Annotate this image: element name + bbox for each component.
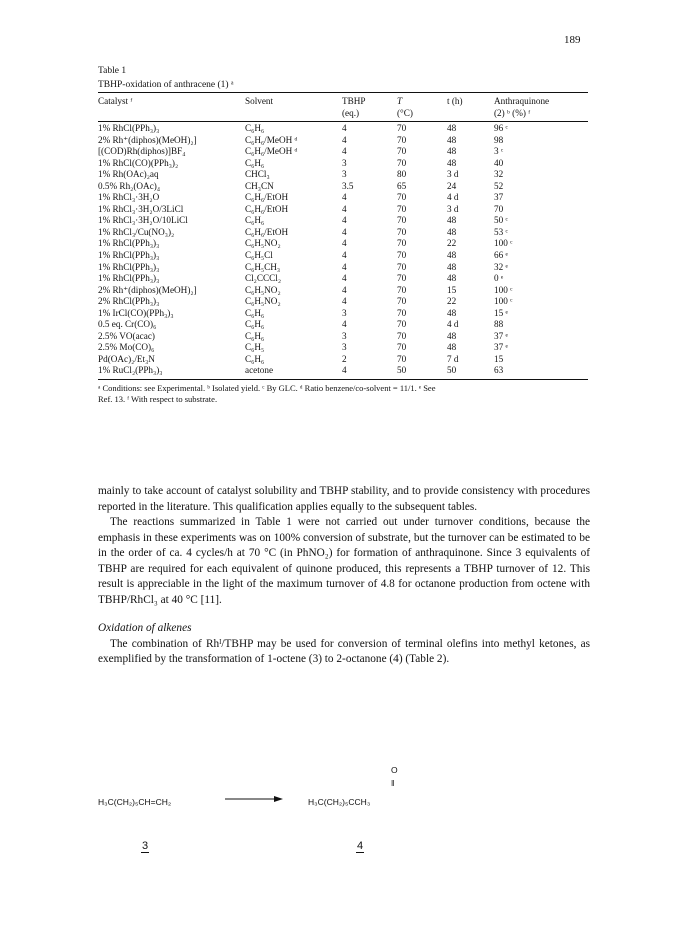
cell-temperature: 70 bbox=[397, 319, 407, 330]
cell-solvent: C₆H₅Cl bbox=[245, 250, 273, 261]
cell-temperature: 70 bbox=[397, 261, 407, 272]
table-title: TBHP-oxidation of anthracene (1) ᵃ bbox=[98, 80, 234, 90]
cell-tbhp: 4 bbox=[342, 273, 347, 284]
cell-yield: 66 ᵉ bbox=[494, 250, 508, 261]
cell-temperature: 50 bbox=[397, 365, 407, 376]
cell-yield: 96 ᶜ bbox=[494, 123, 508, 133]
cell-tbhp: 4 bbox=[342, 192, 347, 203]
cell-catalyst: 1% RhCl₃·3H₂O/10LiCl bbox=[98, 215, 188, 226]
table-label: Table 1 bbox=[98, 66, 127, 76]
cell-tbhp: 4 bbox=[342, 146, 347, 157]
cell-catalyst: 2.5% VO(acac) bbox=[98, 330, 155, 341]
cell-temperature: 70 bbox=[397, 284, 407, 295]
header-catalyst: Catalyst ᶠ bbox=[98, 96, 133, 106]
cell-tbhp: 4 bbox=[342, 203, 347, 214]
table-1 bbox=[98, 64, 588, 405]
cell-time: 48 bbox=[447, 157, 457, 168]
cell-catalyst: 0.5 eq. Cr(CO)₆ bbox=[98, 319, 157, 330]
cell-time: 48 bbox=[447, 330, 457, 341]
cell-catalyst: 1% RuCl₂(PPh₃)₃ bbox=[98, 365, 163, 376]
table-row bbox=[98, 296, 588, 308]
cell-temperature: 70 bbox=[397, 215, 407, 226]
cell-temperature: 70 bbox=[397, 250, 407, 261]
cell-solvent: C₆H₆ bbox=[245, 319, 265, 330]
cell-time: 3 d bbox=[447, 169, 459, 180]
table-row bbox=[98, 308, 588, 320]
cell-solvent: C₆H₆/EtOH bbox=[245, 226, 289, 237]
cell-tbhp: 2 bbox=[342, 353, 347, 364]
cell-catalyst: 0.5% Rh₂(OAc)₄ bbox=[98, 180, 161, 191]
cell-yield: 37 ᵉ bbox=[494, 330, 508, 341]
cell-yield: 37 bbox=[494, 192, 504, 203]
paragraph-3: The combination of Rhᴵ/TBHP may be used for conversion of terminal olefins into methyl ketones, as exemplified by the transformation of 1-octene (3) to 2-octanone (4) (Table 2). bbox=[98, 637, 590, 665]
compound-number-4: 4 bbox=[357, 840, 364, 852]
cell-catalyst: 1% RhCl(PPh₃)₃ bbox=[98, 273, 160, 284]
product-formula: H₃C(CH₂)₅CCH₃ bbox=[308, 797, 371, 807]
cell-solvent: CH₃CN bbox=[245, 180, 274, 191]
table-row bbox=[98, 181, 588, 193]
cell-catalyst: 1% RhCl(PPh₃)₃ bbox=[98, 238, 160, 249]
cell-catalyst: 2% RhCl(PPh₃)₃ bbox=[98, 296, 160, 307]
header-tbhp: TBHP (eq.) bbox=[342, 96, 366, 118]
cell-time: 48 bbox=[447, 226, 457, 237]
cell-yield: 70 bbox=[494, 203, 504, 214]
cell-time: 48 bbox=[447, 215, 457, 226]
table-row bbox=[98, 227, 588, 239]
cell-catalyst: 1% Rh(OAc)₂aq bbox=[98, 169, 159, 180]
cell-solvent: C₆H₆/EtOH bbox=[245, 203, 289, 214]
cell-yield: 37 ᵉ bbox=[494, 342, 508, 353]
cell-temperature: 70 bbox=[397, 123, 407, 133]
cell-temperature: 70 bbox=[397, 203, 407, 214]
cell-yield: 32 ᵉ bbox=[494, 261, 508, 272]
cell-time: 24 bbox=[447, 180, 457, 191]
table-footnote: ᵃ Conditions: see Experimental. ᵇ Isolated yield. ᶜ By GLC. ᵈ Ratio benzene/co-solvent = 11/1. ᵉ See Ref. 13. ᶠ With respect to substrate. bbox=[98, 383, 436, 405]
table-row bbox=[98, 169, 588, 181]
cell-solvent: C₆H₅CH₃ bbox=[245, 261, 281, 272]
cell-solvent: C₆H₆ bbox=[245, 215, 265, 226]
cell-tbhp: 3.5 bbox=[342, 180, 354, 191]
cell-yield: 63 bbox=[494, 365, 504, 376]
table-row bbox=[98, 365, 588, 377]
cell-temperature: 70 bbox=[397, 192, 407, 203]
carbonyl-double-bond: ‖ bbox=[391, 778, 395, 788]
cell-tbhp: 4 bbox=[342, 123, 347, 133]
header-anthraquinone: Anthraquinone (2) ᵇ (%) ᶠ bbox=[494, 96, 550, 118]
reactant-formula: H₃C(CH₂)₅CH=CH₂ bbox=[98, 797, 172, 807]
table-row bbox=[98, 354, 588, 366]
cell-yield: 88 bbox=[494, 319, 504, 330]
cell-time: 7 d bbox=[447, 353, 459, 364]
cell-solvent: C₆H₅ bbox=[245, 342, 265, 353]
table-header bbox=[98, 93, 588, 119]
cell-yield: 53 ᶜ bbox=[494, 226, 508, 237]
table-row bbox=[98, 146, 588, 158]
page-number: 189 bbox=[564, 34, 581, 46]
header-temperature: T (°C) bbox=[397, 96, 413, 118]
cell-temperature: 70 bbox=[397, 226, 407, 237]
cell-catalyst: 1% RhCl(PPh₃)₃ bbox=[98, 250, 160, 261]
cell-solvent: C₆H₆/EtOH bbox=[245, 192, 289, 203]
table-row bbox=[98, 238, 588, 250]
cell-yield: 100 ᶜ bbox=[494, 238, 513, 249]
cell-temperature: 65 bbox=[397, 180, 407, 191]
cell-time: 48 bbox=[447, 250, 457, 261]
cell-time: 48 bbox=[447, 134, 457, 145]
cell-tbhp: 4 bbox=[342, 226, 347, 237]
cell-solvent: Cl₂CCCl₂ bbox=[245, 273, 282, 284]
cell-tbhp: 4 bbox=[342, 238, 347, 249]
cell-temperature: 80 bbox=[397, 169, 407, 180]
table-row bbox=[98, 250, 588, 262]
paragraph-2: The reactions summarized in Table 1 were not carried out under turnover conditions, because the emphasis in these experiments was on 100% conversion of substrate, but the turnover can be estimated to be in the order of ca. 4 cycles/h at 70 °C (in PhNO₂) for formation of anthraquinone. Since 3 equivalents of TBHP are required for each equivalent of quinone produced, this represents a TBHP turnover of 12. This result is appreciable in the light of the maximum turnover of 4.8 for octanone production from octene with TBHP/RhCl₃ at 40 °C [11]. bbox=[98, 516, 590, 606]
table-body bbox=[98, 122, 588, 377]
cell-yield: 52 bbox=[494, 180, 504, 191]
cell-temperature: 70 bbox=[397, 353, 407, 364]
cell-time: 3 d bbox=[447, 203, 459, 214]
cell-catalyst: 1% RhCl(PPh₃)₃ bbox=[98, 261, 160, 272]
cell-temperature: 70 bbox=[397, 238, 407, 249]
cell-catalyst: 1% RhCl₃/Cu(NO₃)₂ bbox=[98, 226, 175, 237]
cell-tbhp: 3 bbox=[342, 157, 347, 168]
cell-catalyst: 1% RhCl(PPh₃)₃ bbox=[98, 123, 160, 133]
cell-time: 22 bbox=[447, 238, 457, 249]
reaction-scheme bbox=[98, 760, 590, 880]
header-solvent: Solvent bbox=[245, 96, 274, 106]
compound-number-3: 3 bbox=[142, 840, 149, 852]
cell-tbhp: 4 bbox=[342, 250, 347, 261]
cell-solvent: C₆H₅NO₂ bbox=[245, 284, 281, 295]
cell-catalyst: 1% RhCl(CO)(PPh₃)₂ bbox=[98, 157, 179, 168]
table-row bbox=[98, 158, 588, 170]
cell-solvent: C₆H₆ bbox=[245, 307, 265, 318]
cell-yield: 40 bbox=[494, 157, 504, 168]
cell-catalyst: 1% RhCl₃·3H₂O/3LiCl bbox=[98, 203, 184, 214]
cell-catalyst: Pd(OAc)₂/Et₃N bbox=[98, 353, 155, 364]
cell-temperature: 70 bbox=[397, 134, 407, 145]
table-bottom-rule bbox=[98, 379, 588, 380]
cell-solvent: C₆H₅NO₂ bbox=[245, 238, 281, 249]
cell-yield: 100 ᶜ bbox=[494, 284, 513, 295]
cell-catalyst: [(COD)Rh(diphos)]BF₄ bbox=[98, 146, 186, 157]
table-row bbox=[98, 331, 588, 343]
cell-time: 48 bbox=[447, 146, 457, 157]
cell-catalyst: 1% IrCl(CO)(PPh₃)₃ bbox=[98, 307, 174, 318]
cell-time: 4 d bbox=[447, 319, 459, 330]
cell-tbhp: 3 bbox=[342, 169, 347, 180]
cell-catalyst: 2% Rh⁺(diphos)(MeOH)₂] bbox=[98, 284, 197, 295]
cell-tbhp: 3 bbox=[342, 342, 347, 353]
cell-solvent: C₆H₅NO₂ bbox=[245, 296, 281, 307]
cell-yield: 32 bbox=[494, 169, 504, 180]
cell-yield: 3 ᶜ bbox=[494, 146, 504, 157]
table-row bbox=[98, 285, 588, 297]
cell-yield: 15 bbox=[494, 353, 504, 364]
cell-tbhp: 3 bbox=[342, 330, 347, 341]
cell-temperature: 70 bbox=[397, 342, 407, 353]
table-row bbox=[98, 342, 588, 354]
cell-yield: 100 ᶜ bbox=[494, 296, 513, 307]
paragraph-1: mainly to take account of catalyst solubility and TBHP stability, and to provide consistency with procedures reported in the literature. This qualification applies equally to the subsequent tables. bbox=[98, 485, 590, 513]
table-row bbox=[98, 123, 588, 135]
cell-solvent: C₆H₆ bbox=[245, 353, 265, 364]
cell-time: 4 d bbox=[447, 192, 459, 203]
cell-time: 48 bbox=[447, 307, 457, 318]
table-row bbox=[98, 204, 588, 216]
table-row bbox=[98, 215, 588, 227]
cell-time: 48 bbox=[447, 261, 457, 272]
cell-yield: 15 ᵉ bbox=[494, 307, 508, 318]
cell-time: 48 bbox=[447, 342, 457, 353]
cell-temperature: 70 bbox=[397, 157, 407, 168]
cell-time: 50 bbox=[447, 365, 457, 376]
cell-tbhp: 3 bbox=[342, 307, 347, 318]
carbonyl-oxygen: O bbox=[391, 765, 398, 775]
table-row bbox=[98, 319, 588, 331]
cell-temperature: 70 bbox=[397, 296, 407, 307]
cell-temperature: 70 bbox=[397, 330, 407, 341]
cell-solvent: C₆H₆ bbox=[245, 123, 265, 133]
cell-tbhp: 4 bbox=[342, 284, 347, 295]
cell-time: 15 bbox=[447, 284, 457, 295]
table-row bbox=[98, 135, 588, 147]
cell-time: 48 bbox=[447, 123, 457, 133]
cell-temperature: 70 bbox=[397, 307, 407, 318]
cell-temperature: 70 bbox=[397, 146, 407, 157]
cell-tbhp: 4 bbox=[342, 319, 347, 330]
cell-solvent: C₆H₆ bbox=[245, 330, 265, 341]
header-time: t (h) bbox=[447, 96, 463, 106]
cell-yield: 0 ᵉ bbox=[494, 273, 504, 284]
cell-time: 48 bbox=[447, 273, 457, 284]
table-row bbox=[98, 273, 588, 285]
table-row bbox=[98, 262, 588, 274]
cell-solvent: CHCl₃ bbox=[245, 169, 270, 180]
cell-time: 22 bbox=[447, 296, 457, 307]
section-heading: Oxidation of alkenes bbox=[98, 622, 192, 634]
cell-temperature: 70 bbox=[397, 273, 407, 284]
body-text bbox=[98, 484, 590, 668]
cell-solvent: C₆H₆/MeOH ᵈ bbox=[245, 146, 298, 157]
cell-catalyst: 2% Rh⁺(diphos)(MeOH)₂] bbox=[98, 134, 197, 145]
reaction-arrow bbox=[225, 793, 283, 805]
cell-tbhp: 4 bbox=[342, 215, 347, 226]
cell-solvent: acetone bbox=[245, 365, 274, 376]
cell-solvent: C₆H₆ bbox=[245, 157, 265, 168]
cell-tbhp: 4 bbox=[342, 365, 347, 376]
cell-tbhp: 4 bbox=[342, 134, 347, 145]
cell-tbhp: 4 bbox=[342, 296, 347, 307]
cell-yield: 98 bbox=[494, 134, 504, 145]
cell-catalyst: 2.5% Mo(CO)₆ bbox=[98, 342, 155, 353]
cell-yield: 50 ᶜ bbox=[494, 215, 508, 226]
table-row bbox=[98, 192, 588, 204]
cell-tbhp: 4 bbox=[342, 261, 347, 272]
cell-solvent: C₆H₆/MeOH ᵈ bbox=[245, 134, 298, 145]
cell-catalyst: 1% RhCl₃·3H₂O bbox=[98, 192, 160, 203]
